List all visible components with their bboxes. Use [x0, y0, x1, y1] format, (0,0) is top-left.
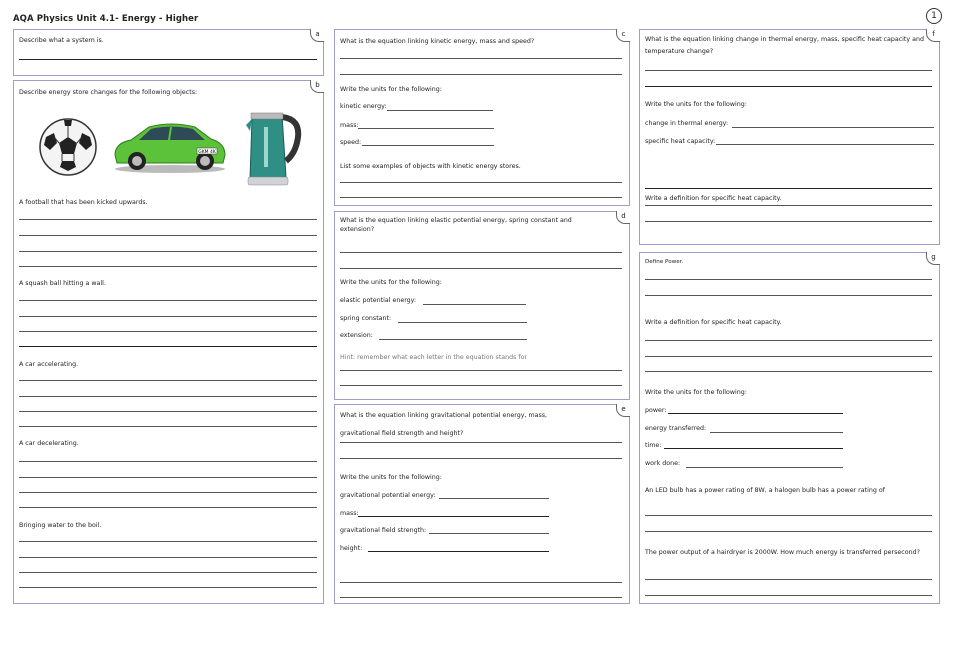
units-prompt: Write the units for the following:: [645, 101, 747, 108]
examples-prompt: List some examples of objects with kinetic energy stores.: [340, 163, 521, 170]
answer-line[interactable]: [19, 300, 317, 301]
answer-line[interactable]: [645, 295, 932, 296]
answer-line[interactable]: [19, 557, 317, 558]
units-prompt: Write the units for the following:: [340, 279, 442, 286]
unit-answer-line[interactable]: [358, 128, 494, 129]
section-e-question-1: What is the equation linking gravitational potential energy, mass,: [340, 412, 548, 419]
answer-line[interactable]: [340, 197, 622, 198]
units-prompt: Write the units for the following:: [645, 389, 747, 396]
section-e-question-2: gravitational field strength and height?: [340, 430, 464, 437]
answer-line[interactable]: [340, 252, 622, 253]
unit-answer-line[interactable]: [710, 432, 843, 433]
page-title: AQA Physics Unit 4.1- Energy - Higher: [13, 14, 199, 24]
section-g-tag: g: [926, 252, 940, 265]
units-prompt: Write the units for the following:: [340, 86, 442, 93]
unit-label: work done:: [645, 460, 681, 467]
unit-answer-line[interactable]: [379, 339, 527, 340]
answer-line[interactable]: [340, 385, 622, 386]
answer-line[interactable]: [340, 74, 622, 75]
section-c-tag: c: [616, 29, 630, 42]
answer-line[interactable]: [19, 380, 317, 381]
definition-prompt: Write a definition for specific heat capacity.: [645, 195, 782, 202]
answer-line[interactable]: [645, 371, 932, 372]
answer-line[interactable]: [645, 86, 932, 87]
unit-answer-line[interactable]: [732, 127, 934, 128]
section-f-tag: f: [926, 29, 940, 42]
section-d-question: What is the equation linking elastic potential energy, spring constant and extension?: [340, 217, 572, 233]
unit-label: height:: [340, 545, 363, 552]
kettle-image: [242, 107, 304, 187]
section-b: [13, 80, 324, 604]
unit-answer-line[interactable]: [423, 304, 526, 305]
section-a-question: Describe what a system is.: [19, 37, 104, 44]
unit-answer-line[interactable]: [439, 498, 549, 499]
unit-label: elastic potential energy:: [340, 297, 417, 304]
unit-label: kinetic energy:: [340, 103, 387, 110]
answer-line[interactable]: [19, 587, 317, 588]
car-plate: GKM 4K: [198, 150, 216, 155]
section-e-tag: e: [616, 404, 630, 417]
units-prompt: Write the units for the following:: [340, 474, 442, 481]
answer-line[interactable]: [340, 597, 622, 598]
answer-line[interactable]: [645, 188, 932, 189]
answer-line[interactable]: [645, 356, 932, 357]
answer-line[interactable]: [19, 396, 317, 397]
section-f: [639, 29, 940, 245]
unit-label: power:: [645, 407, 667, 414]
answer-line[interactable]: [19, 266, 317, 267]
cut-off-text: Hint: remember what each letter in the equation stands for: [340, 354, 528, 361]
car-image: [111, 119, 229, 175]
answer-line[interactable]: [645, 595, 932, 596]
football-image: [38, 117, 98, 177]
section-a-tag: a: [310, 29, 324, 42]
answer-line[interactable]: [19, 572, 317, 573]
unit-answer-line[interactable]: [368, 551, 549, 552]
answer-line[interactable]: [645, 70, 932, 71]
unit-answer-line[interactable]: [387, 110, 493, 111]
answer-line[interactable]: [19, 507, 317, 508]
unit-answer-line[interactable]: [358, 516, 549, 517]
unit-answer-line[interactable]: [668, 413, 843, 414]
answer-line[interactable]: [19, 411, 317, 412]
object-car-accelerating: A car accelerating.: [19, 361, 79, 368]
unit-label: mass:: [340, 122, 359, 129]
section-b-tag: b: [310, 80, 324, 93]
unit-label: gravitational field strength:: [340, 527, 427, 534]
answer-line[interactable]: [340, 458, 622, 459]
unit-answer-line[interactable]: [429, 533, 549, 534]
answer-line[interactable]: [340, 58, 622, 59]
definition-prompt: Write a definition for specific heat capacity.: [645, 319, 782, 326]
answer-line[interactable]: [340, 182, 622, 183]
section-c-question: What is the equation linking kinetic energy, mass and speed?: [340, 38, 535, 45]
answer-line[interactable]: [19, 219, 317, 220]
answer-line[interactable]: [19, 477, 317, 478]
section-a: [13, 29, 324, 76]
answer-line[interactable]: [340, 582, 622, 583]
answer-line[interactable]: [19, 492, 317, 493]
unit-label: time:: [645, 442, 662, 449]
section-f-question: What is the equation linking change in thermal energy, mass, specific heat capacity and temperature change?: [645, 36, 924, 55]
unit-label: spring constant:: [340, 315, 392, 322]
answer-line[interactable]: [19, 461, 317, 462]
unit-label: extension:: [340, 332, 373, 339]
answer-line[interactable]: [19, 331, 317, 332]
unit-answer-line[interactable]: [398, 322, 527, 323]
section-g: [639, 252, 940, 604]
answer-line[interactable]: [645, 205, 932, 206]
answer-line[interactable]: [645, 515, 932, 516]
object-water-boil: Bringing water to the boil.: [19, 522, 102, 529]
led-question: An LED bulb has a power rating of 8W, a halogen bulb has a power rating of: [645, 487, 885, 494]
answer-line[interactable]: [340, 370, 622, 371]
unit-answer-line[interactable]: [716, 144, 934, 145]
section-c: [334, 29, 630, 206]
answer-line[interactable]: [645, 221, 932, 222]
answer-line[interactable]: [19, 59, 317, 60]
object-football: A football that has been kicked upwards.: [19, 199, 148, 206]
section-d-tag: d: [616, 211, 630, 224]
unit-label: gravitational potential energy:: [340, 492, 436, 499]
unit-label: specific heat capacity:: [645, 138, 716, 145]
unit-answer-line[interactable]: [686, 467, 843, 468]
unit-label: energy transferred:: [645, 425, 707, 432]
hairdryer-question: The power output of a hairdryer is 2000W. How much energy is transferred persecond?: [645, 549, 920, 556]
object-squash-ball: A squash ball hitting a wall.: [19, 280, 106, 287]
answer-line[interactable]: [19, 346, 317, 347]
section-b-question: Describe energy store changes for the following objects:: [19, 89, 198, 96]
answer-line[interactable]: [340, 268, 622, 269]
answer-line[interactable]: [19, 316, 317, 317]
object-car-decelerating: A car decelerating.: [19, 440, 79, 447]
page-number: 1: [926, 8, 942, 24]
answer-line[interactable]: [340, 442, 622, 443]
answer-line[interactable]: [19, 541, 317, 542]
section-e: [334, 404, 630, 604]
unit-answer-line[interactable]: [664, 448, 843, 449]
answer-line[interactable]: [645, 531, 932, 532]
unit-label: speed:: [340, 139, 362, 146]
unit-label: mass:: [340, 510, 359, 517]
answer-line[interactable]: [19, 426, 317, 427]
answer-line[interactable]: [19, 251, 317, 252]
section-d: [334, 211, 630, 400]
answer-line[interactable]: [645, 579, 932, 580]
unit-label: change in thermal energy:: [645, 120, 729, 127]
answer-line[interactable]: [19, 235, 317, 236]
answer-line[interactable]: [645, 279, 932, 280]
section-g-question: Define Power.: [645, 259, 684, 265]
answer-line[interactable]: [645, 340, 932, 341]
unit-answer-line[interactable]: [362, 145, 494, 146]
